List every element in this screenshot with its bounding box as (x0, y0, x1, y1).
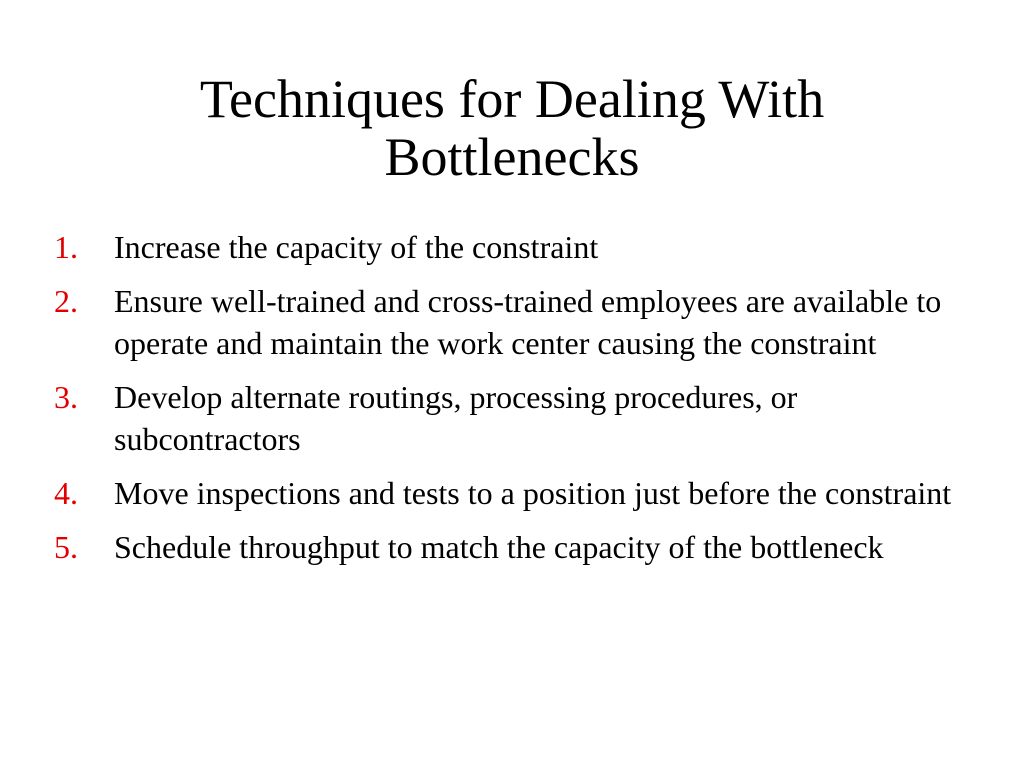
list-item-5 (54, 526, 974, 568)
list-text-4: Move inspections and tests to a position just before the constraint (114, 475, 952, 511)
list-item-4 (54, 472, 974, 514)
technique-list (54, 226, 974, 580)
list-item-3 (54, 376, 974, 460)
slide-title-line-2: Bottlenecks (384, 127, 640, 187)
list-number-5: 5. (54, 529, 78, 565)
list-item-1 (54, 226, 974, 268)
slide-title-line-1: Techniques for Dealing With (199, 69, 825, 129)
list-number-1: 1. (54, 229, 78, 265)
list-text-3: Develop alternate routings, processing procedures, or subcontractors (114, 379, 798, 457)
list-text-2: Ensure well-trained and cross-trained employees are available to operate and maintain the work center causing the constraint (114, 283, 942, 361)
list-item-2 (54, 280, 974, 364)
list-number-4: 4. (54, 475, 78, 511)
list-number-2: 2. (54, 283, 78, 319)
list-text-5: Schedule throughput to match the capacity of the bottleneck (114, 529, 884, 565)
slide-title (0, 70, 1024, 186)
list-text-1: Increase the capacity of the constraint (114, 229, 599, 265)
list-number-3: 3. (54, 379, 78, 415)
